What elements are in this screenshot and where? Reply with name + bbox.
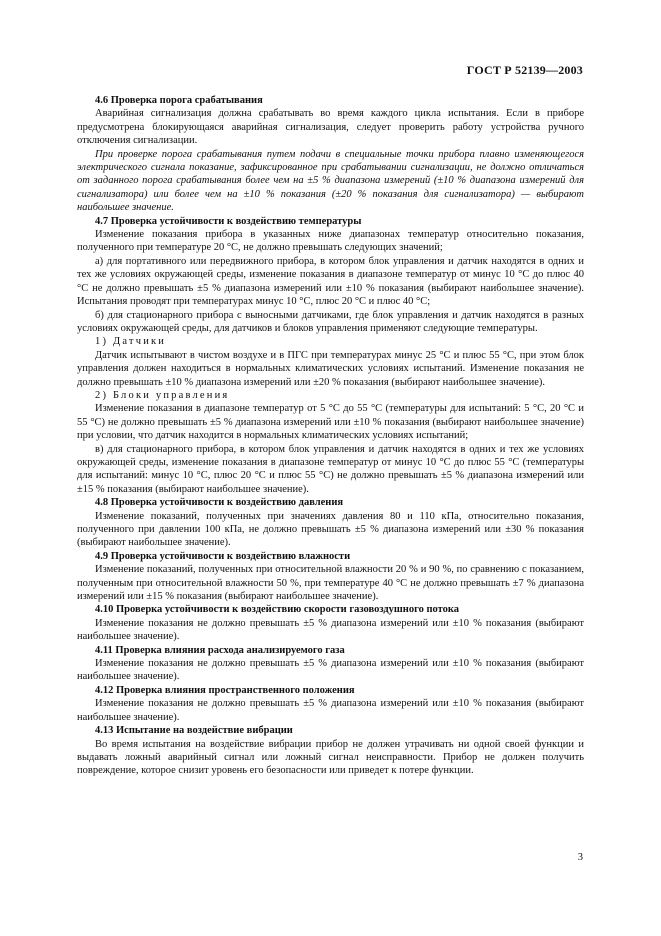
paragraph: Изменение показания не должно превышать ±5 % диапазона измерений или ±10 % показания (выбирают наибольшее значение). <box>77 617 584 643</box>
italic-paragraph: При проверке порога срабатывания путем подачи в специальные точки прибора плавно изменяющегося электрического сигнала показание, зафиксированное при срабатывании сигнализации, не должно отличаться от заданного порога срабатывания более чем на ±5 % диапазона измерений (±10 % диапазона измерений для сигнализатора) или более чем на ±10 % показания (±20 % показания для сигнализатора) — выбирают наибольшее значение. <box>77 148 584 214</box>
paragraph: а) для портативного или передвижного прибора, в котором блок управления и датчик находятся в одних и тех же условиях окружающей среды, изменение показания в диапазоне температур от минус 10 °С до плюс 40 °С не должно превышать ±5 % диапазона измерений или ±10 % показания (выбирают наибольшее значение). Испытания проводят при температурах минус 10 °С, плюс 20 °С и плюс 40 °С; <box>77 255 584 308</box>
paragraph: Изменение показания не должно превышать ±5 % диапазона измерений или ±10 % показания (выбирают наибольшее значение). <box>77 698 584 723</box>
paragraph: Во время испытания на воздействие вибрации прибор не должен утрачивать ни одной своей функции и выдавать ложный аварийный сигнал или ложный сигнал неисправности. Прибор не должен получить повреждение, которое снизит уровень его безопасности или приведет к потере функции. <box>77 738 584 777</box>
paragraph: Изменение показания не должно превышать ±5 % диапазона измерений или ±10 % показания (выбирают наибольшее значение). <box>77 658 584 683</box>
paragraph: Изменение показаний, полученных при значениях давления 80 и 110 кПа, относительно показания, полученного при давлении 100 кПа, не должно превышать ±5 % диапазона измерений или ±30 % показания (выбирают наибольшее значение). <box>77 510 584 549</box>
section-heading: 4.10 Проверка устойчивости к воздействию скорости газовоздушного потока <box>95 604 460 616</box>
paragraph: Изменение показания в диапазоне температур от 5 °С до 55 °С (температуры для испытаний: 5 °С, 20 °С и 55 °С) не должно превышать ±5 % диапазона измерений или ±10 % показания (выбирают наибольшее значение) при условии, что датчик находится в нормальных климатических условиях испытаний; <box>77 403 584 442</box>
page-number: 3 <box>577 852 583 863</box>
document-body <box>77 94 584 778</box>
section-heading: 4.6 Проверка порога срабатывания <box>95 95 263 106</box>
section-heading: 4.7 Проверка устойчивости к воздействию температуры <box>95 215 362 227</box>
paragraph: Датчик испытывают в чистом воздухе и в ПГС при температурах минус 25 °С и плюс 55 °С, при этом блок управления должен находиться в нормальных климатических условиях испытаний. Изменение показания не должно превышать ±10 % диапазона измерений или ±20 % показания (выбирают наибольшее значение). <box>77 349 584 388</box>
section-heading: 4.11 Проверка влияния расхода анализируемого газа <box>95 644 345 656</box>
section-heading: 4.13 Испытание на воздействие вибрации <box>95 725 293 737</box>
paragraph: Аварийная сигнализация должна срабатывать во время каждого цикла испытания. Если в приборе предусмотрена блокирующаяся аварийная сигнализация, следует проверить работу устройства ручного отключения сигнализации. <box>77 108 584 147</box>
paragraph: Изменение показаний, полученных при относительной влажности 20 % и 90 %, по сравнению с показанием, полученным при относительной влажности 50 %, при температуре 40 °С не должно превышать ±7 % диапазона измерений или ±15 % показания (выбирают наибольшее значение). <box>77 564 584 603</box>
paragraph: в) для стационарного прибора, в котором блок управления и датчик находятся в одних и тех же условиях окружающей среды, изменение показания в диапазоне температур от минус 10 °С до плюс 55 °С (температуры для испытаний: минус 10 °С, плюс 20 °С и плюс 55 °С) не должно превышать ±5 % диапазона измерений или ±15 % показания (выбирают наибольшее значение). <box>77 443 584 495</box>
standard-header: ГОСТ Р 52139—2003 <box>466 63 583 77</box>
subheading-spaced: 1) Датчики <box>95 336 167 348</box>
subheading-spaced: 2) Блоки управления <box>95 389 230 401</box>
section-heading: 4.8 Проверка устойчивости к воздействию давления <box>95 497 344 509</box>
paragraph: б) для стационарного прибора с выносными датчиками, где блок управления и датчик находятся в разных условиях окружающей среды, для датчиков и блоков управления применяют следующие температуры. <box>77 309 584 334</box>
section-heading: 4.12 Проверка влияния пространственного положения <box>95 684 355 696</box>
paragraph: Изменение показания прибора в указанных ниже диапазонах температур относительно показания, полученного при температуре 20 °С, не должно превышать следующих значений; <box>77 229 584 254</box>
section-heading: 4.9 Проверка устойчивости к воздействию влажности <box>95 550 351 562</box>
